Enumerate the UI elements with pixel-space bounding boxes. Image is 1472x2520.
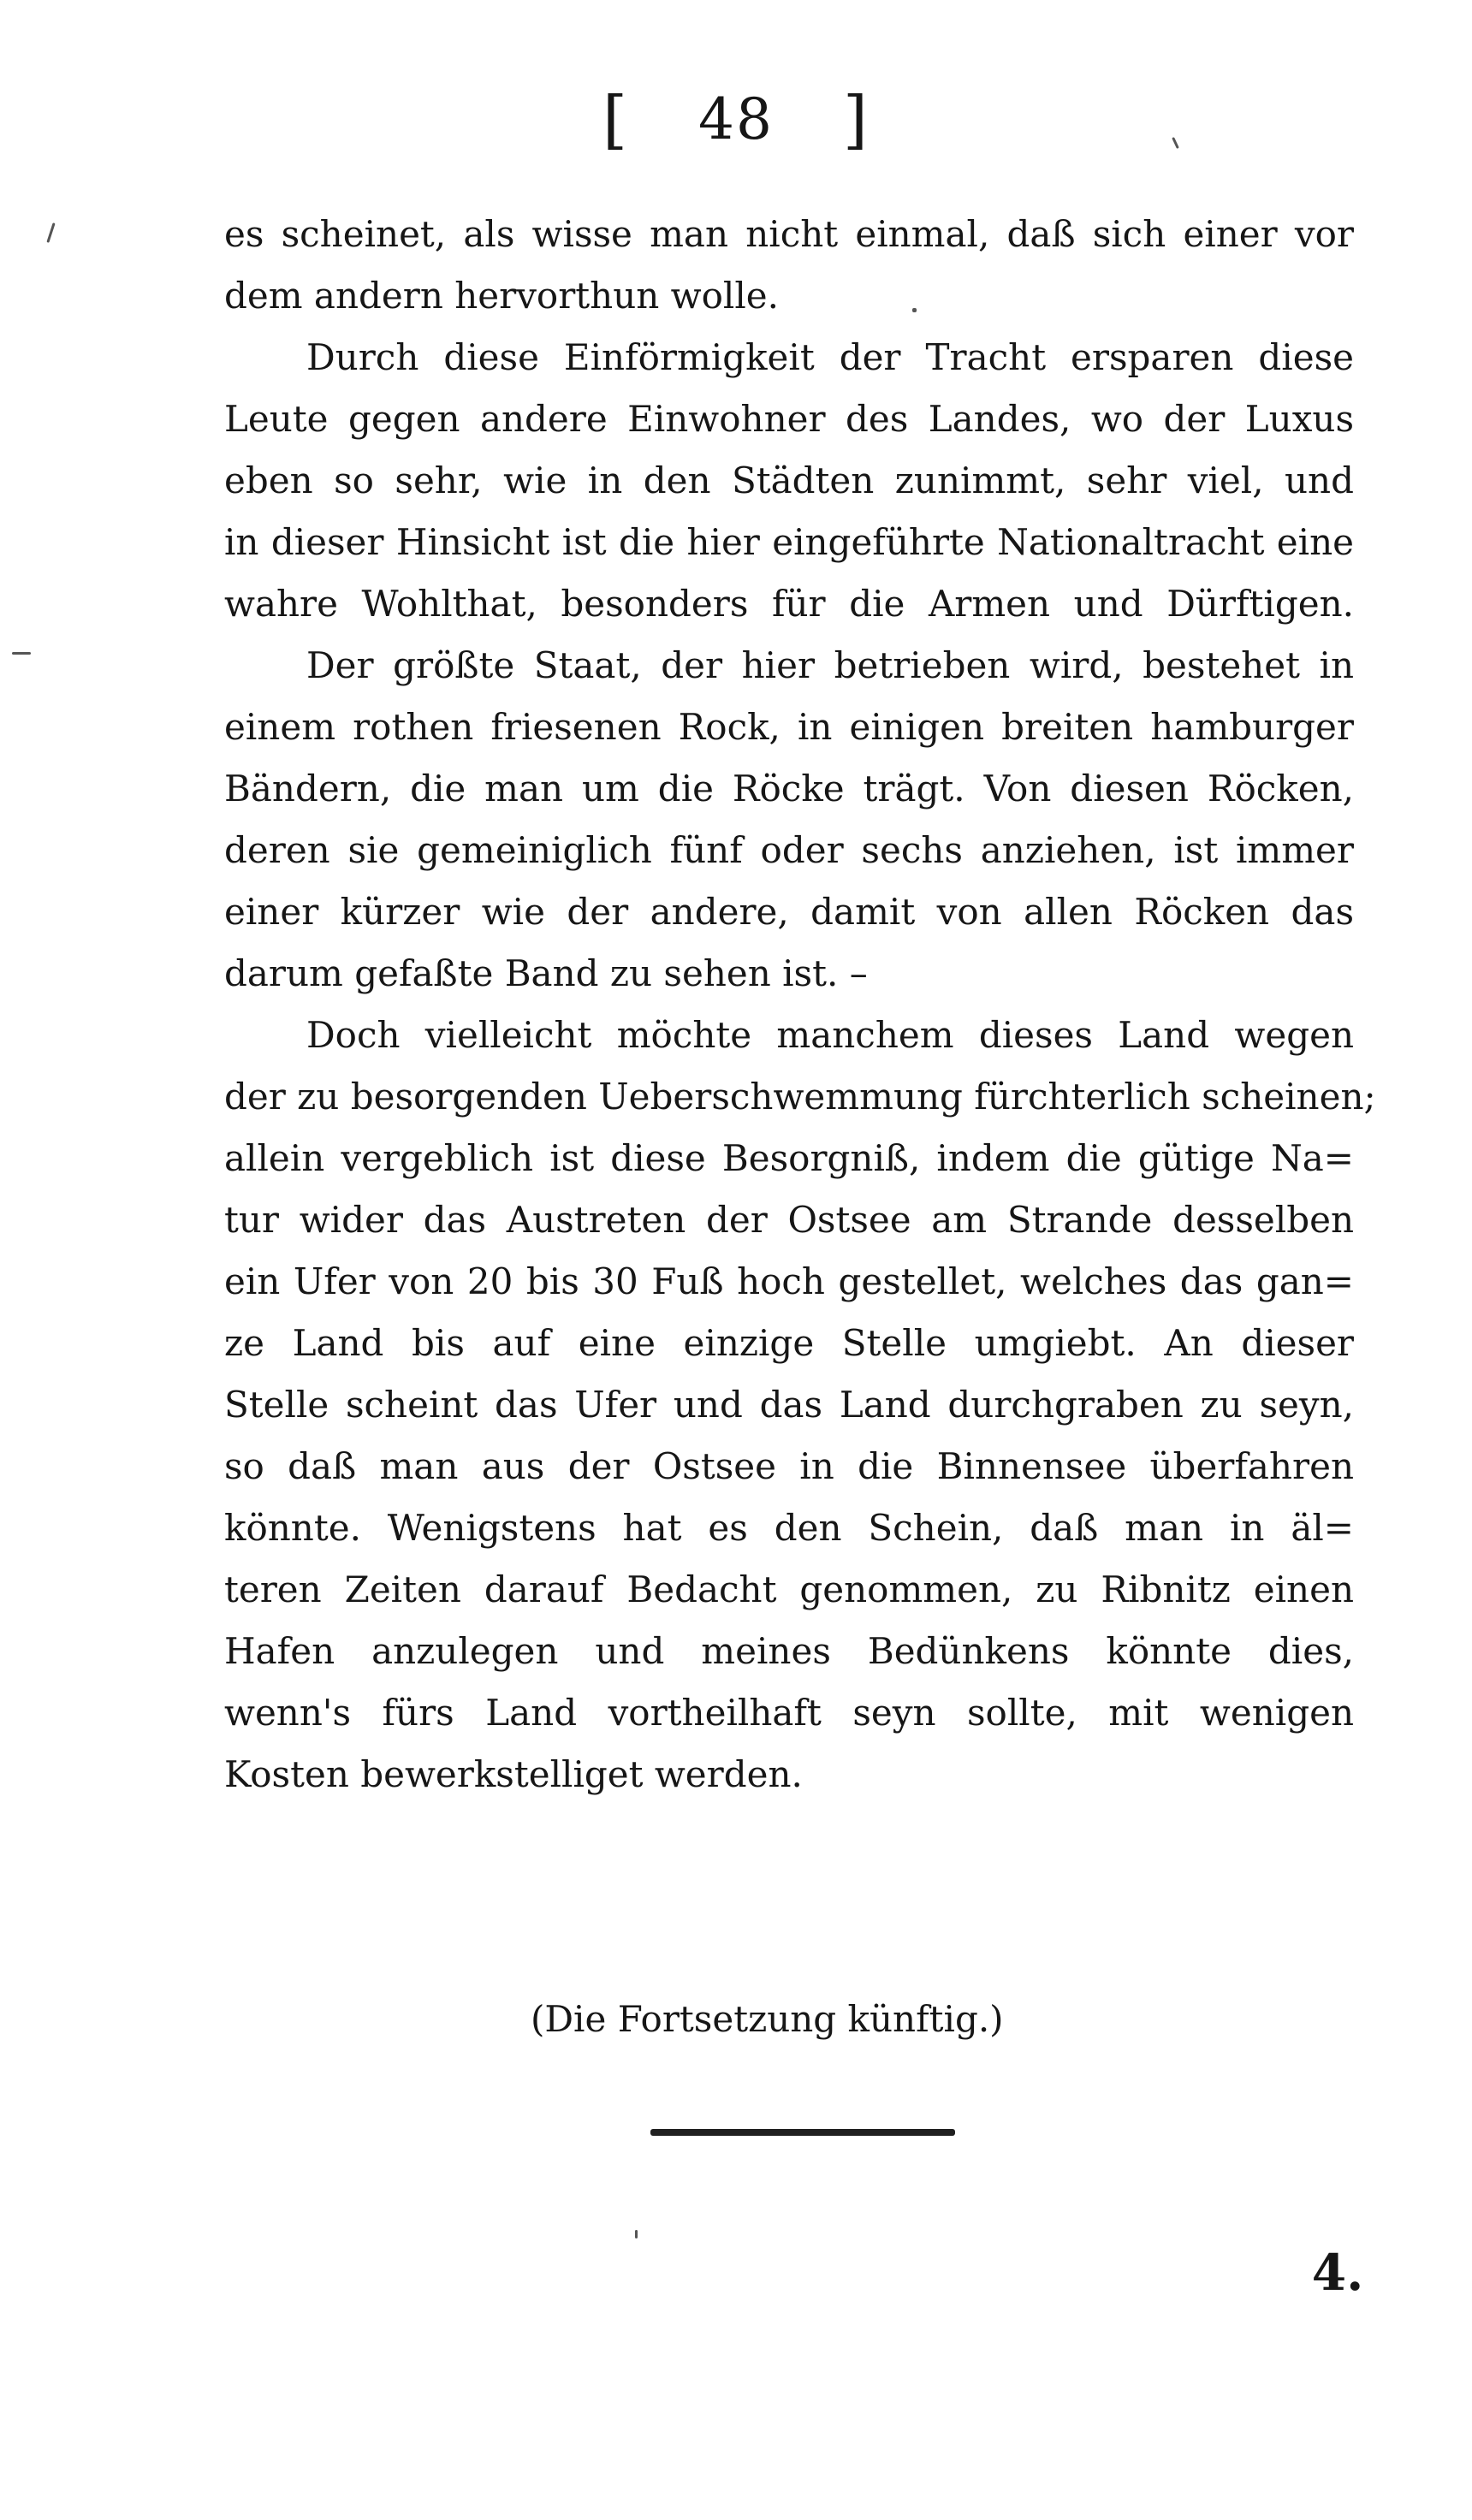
text-line-15: der zu besorgenden Ueberschwemmung fürchterlich scheinen; [224, 1076, 1376, 1118]
scan-speck [46, 222, 55, 243]
text-line-14: Doch vielleicht möchte manchem dieses Land wegen [306, 1014, 1354, 1056]
left-bracket: [ [602, 83, 630, 157]
scan-speck [12, 652, 31, 655]
text-line-26: Kosten bewerkstelliget werden. [224, 1753, 803, 1795]
text-line-18: ein Ufer von 20 bis 30 Fuß hoch gestellet, welches das gan= [224, 1260, 1354, 1302]
text-line-16: allein vergeblich ist diese Besorgniß, indem die gütige Na= [224, 1137, 1354, 1179]
scan-speck [635, 2230, 638, 2238]
continued-note: (Die Fortsetzung künftig.) [531, 1998, 1004, 2040]
page-header [0, 81, 1472, 158]
page-number: 48 [698, 86, 774, 152]
closing-rule [650, 2129, 955, 2136]
text-line-12: einer kürzer wie der andere, damit von allen Röcken das [224, 891, 1354, 933]
text-line-10: Bändern, die man um die Röcke trägt. Von diesen Röcken, [224, 768, 1354, 809]
text-line-24: Hafen anzulegen und meines Bedünkens könnte dies, [224, 1630, 1354, 1672]
text-line-20: Stelle scheint das Ufer und das Land durchgraben zu seyn, [224, 1384, 1354, 1426]
text-line-17: tur wider das Austreten der Ostsee am Strande desselben [224, 1199, 1354, 1241]
text-line-6: in dieser Hinsicht ist die hier eingeführte Nationaltracht eine [224, 521, 1354, 563]
text-line-8: Der größte Staat, der hier betrieben wird, bestehet in [306, 644, 1354, 686]
text-line-22: könnte. Wenigstens hat es den Schein, daß man in äl= [224, 1507, 1354, 1549]
text-line-23: teren Zeiten darauf Bedacht genommen, zu Ribnitz einen [224, 1568, 1354, 1610]
text-line-19: ze Land bis auf eine einzige Stelle umgiebt. An dieser [224, 1322, 1354, 1364]
text-line-9: einem rothen friesenen Rock, in einigen breiten hamburger [224, 706, 1354, 748]
scan-speck [912, 308, 917, 312]
text-line-4: Leute gegen andere Einwohner des Landes, wo der Luxus [224, 398, 1354, 440]
text-line-2: dem andern hervorthun wolle. [224, 275, 779, 317]
text-line-25: wenn's fürs Land vortheilhaft seyn sollte, mit wenigen [224, 1692, 1354, 1734]
text-line-11: deren sie gemeiniglich fünf oder sechs anziehen, ist immer [224, 829, 1354, 871]
text-line-7: wahre Wohlthat, besonders für die Armen und Dürftigen. [224, 583, 1354, 625]
text-line-13: darum gefaßte Band zu sehen ist. – [224, 952, 868, 994]
signature-mark: 4. [1311, 2244, 1364, 2302]
right-bracket: ] [842, 83, 870, 157]
text-line-5: eben so sehr, wie in den Städten zunimmt, sehr viel, und [224, 460, 1354, 501]
text-line-3: Durch diese Einförmigkeit der Tracht ersparen diese [306, 336, 1354, 378]
text-line-1: es scheinet, als wisse man nicht einmal, daß sich einer vor [224, 213, 1354, 255]
main-text [224, 204, 1376, 1806]
text-line-21: so daß man aus der Ostsee in die Binnensee überfahren [224, 1445, 1354, 1487]
